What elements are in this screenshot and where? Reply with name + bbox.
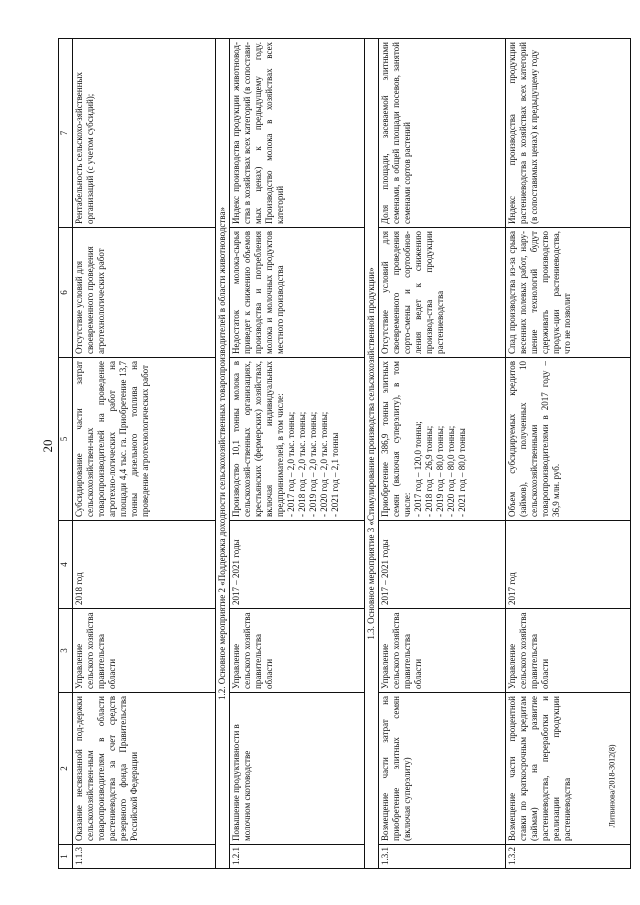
header-cell: 4	[59, 521, 73, 609]
section-row	[216, 39, 230, 869]
risks: Спад производства из-за срыва весенних полевых работ, нару-шение технологий будут сдерживать производство продук-ции растениеводства, что не позволит	[506, 228, 631, 358]
header-cell: 3	[59, 609, 73, 693]
result-item: - 2020 год – 2,0 тыс. тонны;	[319, 411, 329, 517]
result-item: - 2017 год – 2,0 тыс. тонны;	[286, 411, 296, 517]
indicator: Индекс производства продукции растениеводства в хозяйствах всех категорий (в сопоставимых ценах) к предыдущему году	[506, 39, 631, 228]
measure-name: Оказание несвязанной под-держки сельскохозяйствен-ным товаропроизводителям в области растениеводства за счет средств резервного фонда Правительства Российской Федерации	[73, 693, 216, 845]
expected-result: Субсидирование части затрат сельскохозяйствен-ных товаропроизводителей на проведение агротехно-логических работ на площади 4,4 тыс. га. Приобретение 13,7 тонны дизельного топлива на проведение агротехнологических работ	[73, 358, 216, 521]
result-item: - 2019 год – 80,0 тонны;	[435, 425, 445, 517]
executor: Управление сельского хозяйства правительства области	[230, 609, 365, 693]
indicator: Доля площади, засеваемой элитными семенами, в общей площади посевов, занятой семенами сортов растений	[379, 39, 506, 228]
risks: Недостаток молока-сырья приведет к снижению объемов производства и потребления молока и молочных продуктов местного производства	[230, 228, 365, 358]
expected-result	[379, 358, 506, 521]
section-row	[365, 39, 379, 869]
table-row	[506, 39, 631, 869]
risks: Отсутствие условий для своевременного проведения агротехнологических работ	[73, 228, 216, 358]
period: 2017 – 2021 годы	[230, 521, 365, 609]
result-item: - 2018 год – 2,0 тыс. тонны;	[297, 411, 307, 517]
risks: Отсутствие условий для своевременного проведения сорто-смены и сортообнов-ления ведет к снижению производ-ства продукции растениеводства	[379, 228, 506, 358]
header-cell: 1	[59, 845, 73, 869]
measure-name: Возмещение части процентной ставки по краткосрочным кредитам (займам) на развитие растениеводства, переработки и реализации продукции растениеводства	[506, 693, 631, 845]
table-row	[230, 39, 365, 869]
result-item: - 2019 год – 2,0 тыс. тонны;	[308, 411, 318, 517]
row-number: 1.2.1	[230, 845, 365, 869]
indicator: Рентабельность сельскохо-зяйственных организаций (с учетом субсидий);	[73, 39, 216, 228]
result-item: - 2017 год – 120,0 тонны;	[413, 421, 423, 517]
result-item: - 2021 год – 80,0 тонны	[457, 428, 467, 517]
indicator: Индекс производства продукции животновод-ства в хозяйствах всех категорий (в сопостави-мых ценах) к предыдущему году. Производство молока в хозяйствах всех категорий	[230, 39, 365, 228]
section-title: 1.3. Основное мероприятие 3 «Стимулирование производства сельскохозяйственной продукции»	[365, 39, 379, 869]
result-item: - 2020 год – 80,0 тонны;	[446, 425, 456, 517]
header-cell: 6	[59, 228, 73, 358]
row-number: 1.3.2	[506, 845, 631, 869]
page-number: 20	[40, 439, 55, 453]
rotated-table-area	[58, 39, 608, 869]
measures-table	[58, 38, 631, 869]
executor: Управление сельского хозяйства правительства области	[379, 609, 506, 693]
result-item: - 2018 год – 26,9 тонны;	[424, 425, 434, 517]
document-footer-code: Литвинова/2018-3012(8)	[607, 744, 617, 828]
row-number: 1.3.1	[379, 845, 506, 869]
row-number: 1.1.3	[73, 845, 216, 869]
measure-name: Возмещение части затрат на приобретение элитных семян (включая суперэлиту)	[379, 693, 506, 845]
header-cell: 5	[59, 358, 73, 521]
expected-result	[230, 358, 365, 521]
expected-result: Объем субсидируемых кредитов (займов), полученных 10 сельскохозяйственными товаропроизводителями в 2017 году – 36,9 млн. руб.	[506, 358, 631, 521]
executor: Управление сельского хозяйства правительства области	[506, 609, 631, 693]
header-cell: 2	[59, 693, 73, 845]
result-intro: Производство 10,1 тонны молока в сельскохозяй-ственных организациях, крестьянских (фермерских) хозяйствах, включая индивидуальных предпринимателей, в том числе:	[231, 361, 285, 517]
result-item: - 2021 год – 2,1 тонны	[330, 432, 340, 517]
period: 2018 год	[73, 521, 216, 609]
section-title: 1.2. Основное мероприятие 2 «Поддержка доходности сельскохозяйственных товаропроизводителей в области животноводства»	[216, 39, 230, 869]
header-cell: 7	[59, 39, 73, 228]
table-row	[379, 39, 506, 869]
result-intro: Приобретение 386,9 тонны элитных семян (включая суперэлиту), в том числе:	[380, 361, 412, 517]
period: 2017 – 2021 годы	[379, 521, 506, 609]
header-row	[59, 39, 73, 869]
executor: Управление сельского хозяйства правительства области	[73, 609, 216, 693]
period: 2017 год	[506, 521, 631, 609]
table-row	[73, 39, 216, 869]
measure-name: Повышение продуктивности в молочном скотоводстве	[230, 693, 365, 845]
